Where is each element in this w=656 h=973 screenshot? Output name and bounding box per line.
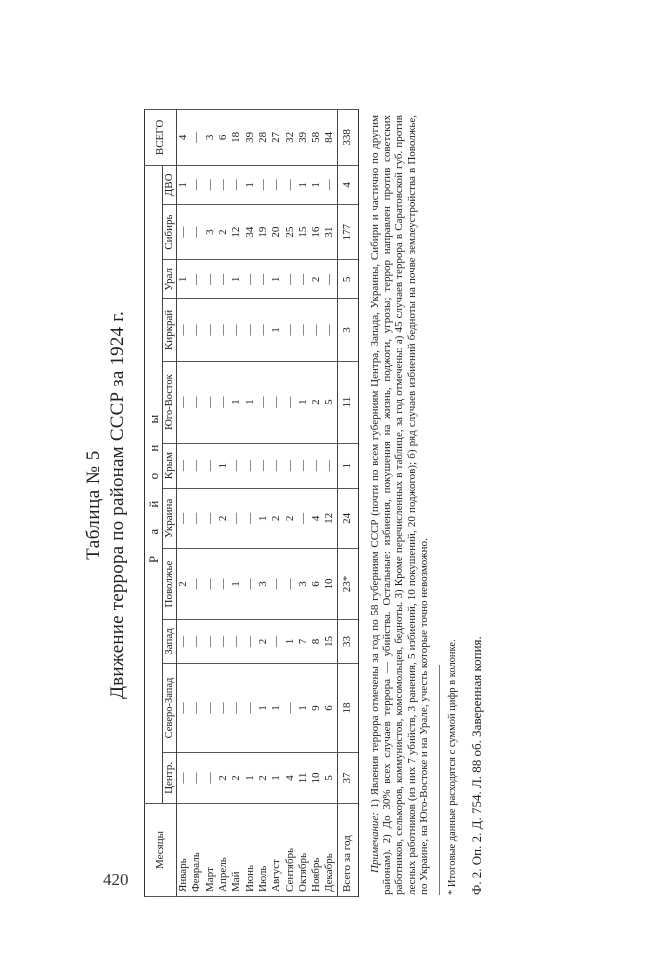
value-cell: — (283, 443, 296, 488)
value-cell: — (204, 299, 217, 361)
column-header-siberia: Сибирь (163, 204, 177, 259)
value-cell: 1 (297, 664, 310, 753)
total-cell: 338 (337, 110, 358, 166)
value-cell: 3 (257, 549, 270, 620)
value-cell: — (190, 299, 203, 361)
total-cell: 24 (337, 488, 358, 549)
value-cell: — (217, 619, 230, 663)
page-number: 420 (103, 870, 129, 889)
value-cell: 1 (243, 361, 256, 443)
value-cell: — (243, 664, 256, 753)
value-cell: 20 (270, 204, 283, 259)
value-cell: — (190, 361, 203, 443)
total-cell: 177 (337, 204, 358, 259)
value-cell: — (230, 664, 243, 753)
value-cell: 2 (270, 488, 283, 549)
value-cell: 4 (310, 488, 323, 549)
value-cell: 2 (257, 752, 270, 803)
value-cell: — (270, 619, 283, 663)
value-cell: — (190, 549, 203, 620)
column-header-kirkrai: Киркрай (163, 299, 177, 361)
value-cell: — (217, 664, 230, 753)
value-cell: 3 (204, 204, 217, 259)
value-cell: — (243, 299, 256, 361)
total-cell: 3 (337, 299, 358, 361)
value-cell: — (190, 443, 203, 488)
value-cell: — (204, 549, 217, 620)
table-row (230, 110, 243, 897)
value-cell: 28 (257, 110, 270, 166)
value-cell: 2 (217, 752, 230, 803)
note-text: 1) Явления террора отмечены за год по 58 губерниям СССР (почти по всем губерниям Центра, Запада, Украины, Сибири и частично по другим районам). 2) До 30% всех случаев террора — убийства. Остальные: избиения, покушения на жизнь, поджоги, угрозы; террор направлен против советских работников, селькоров, коммунистов, комсомольцев, бедноты. 3) Кроме перечисленных в таблице, за год отмечены: а) 45 случаев террора в Саратовской губ. против лесных работников (из них 7 убийств, 3 ранения, 5 избиений, 10 покушений, 20 поджогов); б) ряд случаев избиений бедноты на почве землеустройства в Поволжье, по Украине, на Юго-Востоке и на Урале, учесть которые точно невозможно. (368, 115, 431, 895)
value-cell: — (257, 361, 270, 443)
column-header-dvo: ДВО (163, 165, 177, 204)
value-cell: — (217, 549, 230, 620)
value-cell: 1 (297, 165, 310, 204)
value-cell: — (177, 619, 191, 663)
table-row (283, 110, 296, 897)
table-row (217, 110, 230, 897)
value-cell: — (204, 619, 217, 663)
value-cell: 3 (297, 549, 310, 620)
value-cell: 2 (310, 260, 323, 299)
value-cell: 1 (243, 165, 256, 204)
value-cell: 2 (217, 204, 230, 259)
month-cell: Июнь (243, 804, 256, 897)
note-paragraph (369, 115, 431, 895)
value-cell: 1 (217, 443, 230, 488)
column-header-ukraine: Украина (163, 488, 177, 549)
value-cell: 1 (243, 752, 256, 803)
value-cell: 2 (283, 488, 296, 549)
table-row (204, 110, 217, 897)
regions-header: Р а й о н ы (145, 165, 163, 803)
total-cell: 1 (337, 443, 358, 488)
value-cell: — (217, 361, 230, 443)
value-cell: — (230, 488, 243, 549)
value-cell: 1 (270, 260, 283, 299)
month-cell: Апрель (217, 804, 230, 897)
value-cell: — (283, 549, 296, 620)
value-cell: — (204, 165, 217, 204)
value-cell: — (204, 260, 217, 299)
value-cell: — (177, 664, 191, 753)
value-cell: 1 (257, 664, 270, 753)
value-cell: — (243, 260, 256, 299)
value-cell: 1 (270, 664, 283, 753)
value-cell: — (323, 165, 337, 204)
table-title: Движение террора по районам СССР за 1924 г. (107, 311, 128, 700)
value-cell: 15 (297, 204, 310, 259)
table-row (243, 110, 256, 897)
table-row (323, 110, 337, 897)
value-cell: 27 (270, 110, 283, 166)
footnote-rule (439, 665, 440, 895)
value-cell: 2 (217, 488, 230, 549)
value-cell: 10 (323, 549, 337, 620)
value-cell: — (177, 204, 191, 259)
table-row (190, 110, 203, 897)
value-cell: 2 (257, 619, 270, 663)
value-cell: 39 (243, 110, 256, 166)
total-cell: 23* (337, 549, 358, 620)
value-cell: — (323, 260, 337, 299)
value-cell: — (283, 664, 296, 753)
value-cell: 1 (230, 361, 243, 443)
table-row (297, 110, 310, 897)
month-cell: Июль (257, 804, 270, 897)
column-header-center: Центр. (163, 752, 177, 803)
value-cell: 1 (257, 488, 270, 549)
value-cell: 18 (230, 110, 243, 166)
value-cell: 9 (310, 664, 323, 753)
value-cell: — (190, 110, 203, 166)
value-cell: — (257, 299, 270, 361)
value-cell: — (297, 443, 310, 488)
value-cell: — (217, 165, 230, 204)
value-cell: — (270, 443, 283, 488)
value-cell: — (243, 443, 256, 488)
value-cell: — (190, 204, 203, 259)
column-header-volga: Поволжье (163, 549, 177, 620)
table-row (177, 110, 191, 897)
value-cell: — (243, 549, 256, 620)
value-cell: — (283, 260, 296, 299)
value-cell: 1 (297, 361, 310, 443)
value-cell: — (217, 299, 230, 361)
table-row (310, 110, 323, 897)
value-cell: 39 (297, 110, 310, 166)
value-cell: — (243, 619, 256, 663)
value-cell: — (283, 361, 296, 443)
table-number: Таблица № 5 (83, 450, 104, 560)
value-cell: 4 (283, 752, 296, 803)
footnote: * Итоговые данные расходятся с суммой цифр в колонке. (446, 639, 458, 895)
rotated-page-content (82, 105, 552, 905)
value-cell: 12 (323, 488, 337, 549)
value-cell: 25 (283, 204, 296, 259)
value-cell: 1 (270, 299, 283, 361)
value-cell: — (190, 619, 203, 663)
value-cell: — (177, 299, 191, 361)
column-header-west: Запад (163, 619, 177, 663)
value-cell: — (177, 752, 191, 803)
value-cell: 32 (283, 110, 296, 166)
value-cell: 7 (297, 619, 310, 663)
value-cell: — (283, 165, 296, 204)
value-cell: — (190, 260, 203, 299)
value-cell: — (297, 299, 310, 361)
value-cell: 1 (230, 260, 243, 299)
total-cell: 4 (337, 165, 358, 204)
value-cell: — (190, 488, 203, 549)
table-row (257, 110, 270, 897)
note-lead: Примечание: (368, 812, 381, 873)
value-cell: 11 (297, 752, 310, 803)
value-cell: — (310, 443, 323, 488)
value-cell: 3 (204, 110, 217, 166)
value-cell: 8 (310, 619, 323, 663)
month-cell: Сентябрь (283, 804, 296, 897)
column-header-ural: Урал (163, 260, 177, 299)
column-header-crimea: Крым (163, 443, 177, 488)
value-cell: — (257, 443, 270, 488)
value-cell: — (257, 165, 270, 204)
total-label: Всего за год (337, 804, 358, 897)
value-cell: 5 (323, 752, 337, 803)
column-header-total: ВСЕГО (145, 110, 177, 166)
month-cell: Февраль (190, 804, 203, 897)
value-cell: 6 (310, 549, 323, 620)
value-cell: 31 (323, 204, 337, 259)
value-cell: — (323, 299, 337, 361)
value-cell: 1 (177, 260, 191, 299)
value-cell: 2 (230, 752, 243, 803)
value-cell: — (204, 752, 217, 803)
value-cell: — (297, 488, 310, 549)
terror-table (144, 109, 359, 897)
total-cell: 33 (337, 619, 358, 663)
value-cell: 12 (230, 204, 243, 259)
value-cell: 58 (310, 110, 323, 166)
value-cell: — (204, 488, 217, 549)
value-cell: — (230, 299, 243, 361)
value-cell: 1 (230, 549, 243, 620)
value-cell: 4 (177, 110, 191, 166)
value-cell: 16 (310, 204, 323, 259)
value-cell: 15 (323, 619, 337, 663)
value-cell: 2 (177, 549, 191, 620)
value-cell: 6 (217, 110, 230, 166)
value-cell: 34 (243, 204, 256, 259)
value-cell: 6 (323, 664, 337, 753)
value-cell: — (190, 664, 203, 753)
table-body (177, 110, 359, 897)
value-cell: — (190, 165, 203, 204)
value-cell: 1 (177, 165, 191, 204)
value-cell: 10 (310, 752, 323, 803)
value-cell: — (257, 260, 270, 299)
month-cell: Октябрь (297, 804, 310, 897)
total-cell: 11 (337, 361, 358, 443)
archive-source: Ф. 2. Оп. 2. Д. 754. Л. 88 об. Заверенная копия. (468, 636, 484, 895)
column-header-southeast: Юго-Восток (163, 361, 177, 443)
total-row (337, 110, 358, 897)
value-cell: — (204, 443, 217, 488)
value-cell: 19 (257, 204, 270, 259)
value-cell: — (177, 361, 191, 443)
value-cell: — (270, 165, 283, 204)
month-column-header: Месяцы (145, 804, 177, 897)
value-cell: — (297, 260, 310, 299)
value-cell: — (190, 752, 203, 803)
value-cell: — (310, 299, 323, 361)
table-row (270, 110, 283, 897)
value-cell: 2 (310, 361, 323, 443)
value-cell: — (270, 549, 283, 620)
value-cell: — (204, 361, 217, 443)
value-cell: 1 (310, 165, 323, 204)
value-cell: 84 (323, 110, 337, 166)
month-cell: Январь (177, 804, 191, 897)
column-header-northwest: Северо-Запад (163, 664, 177, 753)
value-cell: 1 (270, 752, 283, 803)
value-cell: 1 (283, 619, 296, 663)
value-cell: — (270, 361, 283, 443)
value-cell: — (230, 165, 243, 204)
value-cell: — (230, 619, 243, 663)
value-cell: — (217, 260, 230, 299)
total-cell: 18 (337, 664, 358, 753)
month-cell: Август (270, 804, 283, 897)
value-cell: — (230, 443, 243, 488)
month-cell: Ноябрь (310, 804, 323, 897)
value-cell: 5 (323, 361, 337, 443)
total-cell: 5 (337, 260, 358, 299)
total-cell: 37 (337, 752, 358, 803)
title-block (82, 105, 130, 905)
value-cell: — (283, 299, 296, 361)
value-cell: — (323, 443, 337, 488)
month-cell: Май (230, 804, 243, 897)
value-cell: — (243, 488, 256, 549)
value-cell: — (204, 664, 217, 753)
value-cell: — (177, 443, 191, 488)
month-cell: Март (204, 804, 217, 897)
value-cell: — (177, 488, 191, 549)
month-cell: Декабрь (323, 804, 337, 897)
